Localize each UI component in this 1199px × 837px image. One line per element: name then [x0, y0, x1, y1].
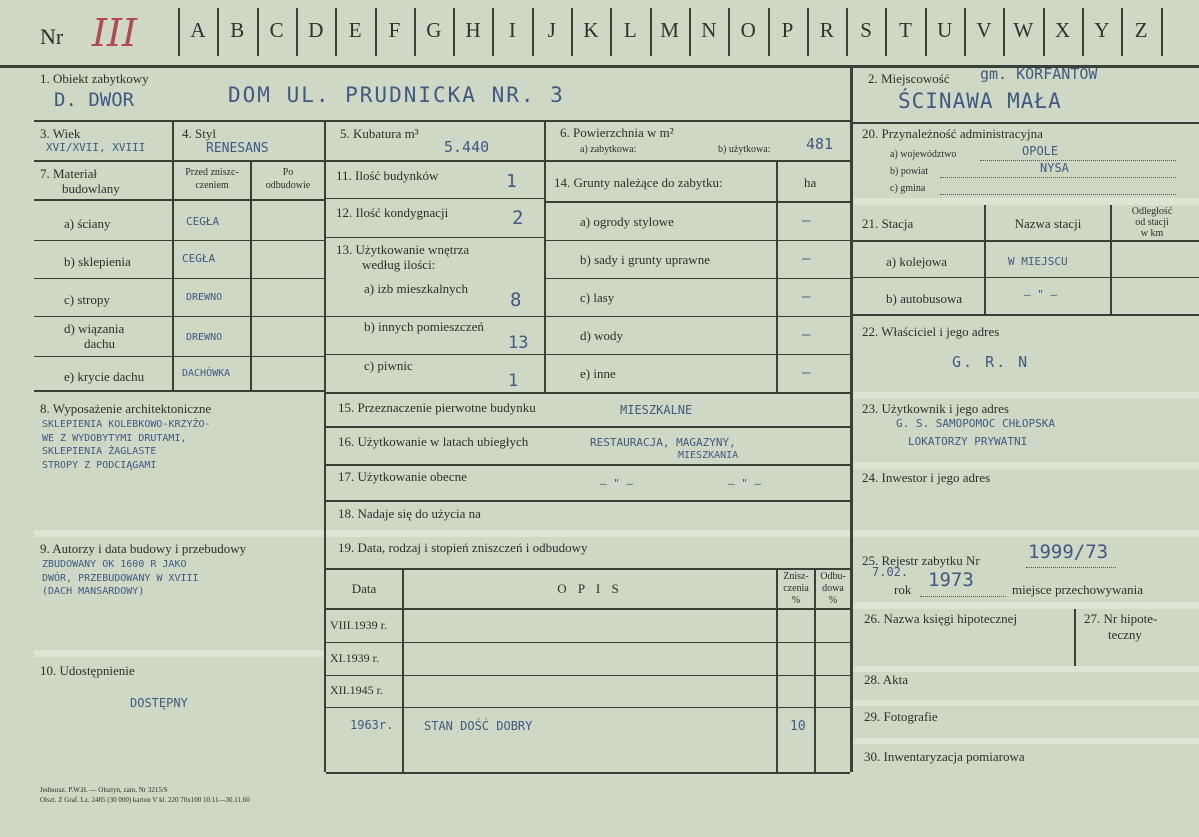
- index-separator: [217, 8, 219, 56]
- band-9-10: [34, 650, 324, 657]
- index-separator: [375, 8, 377, 56]
- damage-row-date: XII.1945 r.: [330, 683, 383, 697]
- field-25-rok-value: 1973: [928, 569, 974, 591]
- index-separator: [414, 8, 416, 56]
- field-16-value-1: RESTAURACJA, MAGAZYNY,: [590, 436, 736, 449]
- damage-row-date: 1963r.: [350, 718, 394, 732]
- index-letter-w: W: [1013, 18, 1034, 42]
- field-23-label: 23. Użytkownik i jego adres: [862, 401, 1009, 416]
- index-separator: [728, 8, 730, 56]
- index-letter-t: T: [898, 18, 912, 42]
- field-24-label: 24. Inwestor i jego adres: [862, 470, 991, 485]
- field-1-value-b: DOM UL. PRUDNICKA NR. 3: [228, 83, 565, 107]
- printer-imprint-2: Olszt. Z Graf. Lz. 2485 (30 000) karton V kl. 220 70x100 10.11—30.11.60: [40, 796, 250, 804]
- grounds-row-label: e) inne: [580, 366, 616, 381]
- field-21-col-dist-3: w km: [1140, 228, 1164, 239]
- index-letter-h: H: [465, 18, 481, 42]
- grounds-row-value: —: [802, 289, 811, 305]
- index-letter-a: A: [190, 18, 206, 42]
- field-13-label-1: 13. Użytkowanie wnętrza: [336, 242, 470, 257]
- field-8-line-4: STROPY Z PODCIĄGAMI: [42, 459, 157, 471]
- field-4-value: RENESANS: [206, 141, 269, 156]
- damage-row-rule: [326, 642, 850, 643]
- field-19-label: 19. Data, rodzaj i stopień zniszczeń i odbudowy: [338, 540, 588, 555]
- index-letter-b: B: [230, 18, 245, 42]
- table-19-head-dmg-2: czenia: [783, 583, 809, 594]
- field-5-value: 5.440: [444, 138, 490, 156]
- index-letter-j: J: [547, 18, 556, 42]
- field-2-label: 2. Miejscowość: [868, 71, 950, 86]
- field-2-value-b: ŚCINAWA MAŁA: [898, 89, 1062, 113]
- table-19-head-rule: [326, 608, 850, 610]
- field-22-label: 22. Właściciel i jego adres: [862, 324, 1000, 339]
- band-8-9: [34, 530, 324, 537]
- field-25-rok-label: rok: [894, 582, 912, 597]
- table-19-bottom-rule: [326, 772, 850, 774]
- index-separator: [610, 8, 612, 56]
- index-separator: [571, 8, 573, 56]
- table-19-head-dmg-3: %: [791, 595, 801, 606]
- band-28-29: [853, 700, 1199, 706]
- damage-row-rule: [326, 707, 850, 708]
- field-21-col-dist-1: Odległość: [1131, 206, 1173, 217]
- table-19-head-date: Data: [351, 581, 377, 596]
- index-letter-k: K: [583, 18, 599, 42]
- field-11-label: 11. Ilość budynków: [336, 168, 439, 183]
- row-16-rule: [326, 464, 850, 466]
- field-17-label: 17. Użytkowanie obecne: [338, 469, 467, 484]
- grounds-row-value: —: [802, 251, 811, 267]
- index-letter-i: I: [508, 18, 516, 42]
- index-letter-z: Z: [1134, 18, 1148, 42]
- table-19-head-desc: O P I S: [557, 581, 623, 596]
- band-20-21: [853, 198, 1199, 205]
- grounds-row-value: —: [802, 365, 811, 381]
- col-3-4-rule: [172, 122, 174, 162]
- field-8-line-3: SKLEPIENIA ŻAGLASTE: [42, 446, 157, 457]
- field-25-label: 25. Rejestr zabytku Nr: [862, 553, 980, 568]
- row-11-rule: [326, 198, 544, 199]
- field-21-b-value: — " —: [1024, 288, 1058, 301]
- row-17-rule: [326, 500, 850, 502]
- damage-row-date: XI.1939 r.: [330, 651, 379, 665]
- index-separator: [650, 8, 652, 56]
- col-14-rule: [776, 160, 778, 392]
- index-separator: [335, 8, 337, 56]
- index-separator: [768, 8, 770, 56]
- index-letter-y: Y: [1094, 18, 1110, 42]
- field-8-label: 8. Wyposażenie architektoniczne: [40, 401, 212, 416]
- field-25-rok-dots: [920, 596, 1006, 597]
- field-13-b-label: b) innych pomieszczeń: [364, 319, 484, 334]
- row-21-head-rule: [853, 240, 1199, 242]
- material-value-walls: CEGŁA: [186, 215, 220, 228]
- field-4-label: 4. Styl: [182, 126, 216, 141]
- index-separator: [453, 8, 455, 56]
- band-22-23: [853, 392, 1199, 399]
- row-1-rule: [34, 120, 850, 122]
- index-letter-e: E: [348, 18, 362, 42]
- field-10-label: 10. Udostępnienie: [40, 663, 135, 678]
- column-divider-2: [544, 122, 546, 392]
- field-8-line-1: SKLEPIENIA KOLEBKOWO-KRZYŻO-: [42, 419, 211, 430]
- row-7c-rule: [34, 316, 324, 317]
- material-label-walls: a) ściany: [64, 216, 111, 231]
- field-21-a-label: a) kolejowa: [886, 254, 948, 269]
- printer-imprint-1: Jednorаz. P.W.H. — Olsztyn, zam. Nr 3215/S: [40, 786, 168, 794]
- field-3-value: XVI/XVII, XVIII: [46, 141, 146, 154]
- grounds-row-label: b) sady i grunty uprawne: [580, 252, 710, 267]
- index-separator: [964, 8, 966, 56]
- material-value-vaults: CEGŁA: [182, 252, 216, 265]
- damage-row-description: STAN DOŚĆ DOBRY: [424, 719, 533, 733]
- nr-value: III: [92, 11, 138, 55]
- index-letter-v: V: [976, 18, 992, 42]
- index-letter-u: U: [937, 18, 953, 42]
- field-30-label: 30. Inwentaryzacja pomiarowa: [864, 749, 1025, 764]
- band-29-30: [853, 738, 1199, 744]
- index-letter-l: L: [623, 18, 637, 42]
- index-separator: [257, 8, 259, 56]
- index-letter-c: C: [269, 18, 284, 42]
- row-12-rule: [326, 237, 544, 238]
- field-21-col-dist-2: od stacji: [1135, 217, 1169, 228]
- field-20-a-label: a) województwo: [890, 149, 957, 160]
- material-label-trusses-1: d) wiązania: [64, 321, 125, 336]
- grounds-row-rule: [546, 316, 850, 317]
- grounds-row-value: —: [802, 327, 811, 343]
- field-10-value: DOSTĘPNY: [130, 696, 188, 710]
- index-separator: [885, 8, 887, 56]
- material-label-roofing: e) krycie dachu: [64, 369, 145, 384]
- field-25-place-label: miejsce przechowywania: [1012, 582, 1144, 597]
- material-label-ceilings: c) stropy: [64, 292, 110, 307]
- index-letter-n: N: [701, 18, 717, 42]
- damage-row-rule: [326, 675, 850, 676]
- field-17-value-1: — " —: [600, 477, 634, 490]
- field-14-label: 14. Grunty należące do zabytku:: [554, 175, 723, 190]
- material-value-ceilings: DREWNO: [186, 292, 223, 303]
- field-2-value-a: gm. KORFANTÓW: [980, 65, 1098, 83]
- field-9-label: 9. Autorzy i data budowy i przebudowy: [40, 541, 247, 556]
- field-21-b-label: b) autobusowa: [886, 291, 963, 306]
- table-19-head-dmg-1: Znisz-: [783, 571, 809, 582]
- index-separator: [846, 8, 848, 56]
- row-13b-rule: [326, 354, 544, 355]
- field-29-label: 29. Fotografie: [864, 709, 938, 724]
- field-6-value: 481: [806, 135, 834, 153]
- field-15-label: 15. Przeznaczenie pierwotne budynku: [338, 400, 536, 415]
- field-20-b-label: b) powiat: [890, 166, 929, 177]
- index-separator: [492, 8, 494, 56]
- table-19-col-date-rule: [402, 568, 404, 772]
- field-23-value-1: G. S. SAMOPOMOC CHŁOPSKA: [896, 417, 1055, 430]
- field-13-a-value: 8: [510, 289, 522, 311]
- field-20-c-dots: [940, 194, 1176, 195]
- index-letter-o: O: [740, 18, 756, 42]
- field-7-col-before-1: Przed zniszc-: [185, 167, 239, 178]
- field-25-day-value: 7.02.: [872, 565, 909, 579]
- field-13-c-value: 1: [508, 371, 519, 391]
- index-separator: [1121, 8, 1123, 56]
- table-19-top-rule: [326, 568, 850, 570]
- row-7-header-rule: [34, 199, 324, 201]
- field-7-label-1: 7. Materiał: [40, 166, 98, 181]
- field-9-line-2: DWÓR, PRZEBUDOWANY W XVIII: [42, 572, 199, 584]
- field-6-label: 6. Powierzchnia w m²: [560, 125, 674, 140]
- material-label-vaults: b) sklepienia: [64, 254, 131, 269]
- field-6-sub-a: a) zabytkowa:: [580, 144, 637, 155]
- field-9-value: [42, 558, 324, 599]
- field-27-label-1: 27. Nr hipote-: [1084, 611, 1158, 626]
- field-27-label-2: teczny: [1108, 627, 1142, 642]
- band-24-25: [853, 530, 1199, 537]
- index-letter-g: G: [426, 18, 442, 42]
- grounds-row-rule: [546, 354, 850, 355]
- field-21-label: 21. Stacja: [862, 216, 914, 231]
- index-separator: [689, 8, 691, 56]
- index-separator: [532, 8, 534, 56]
- field-8-value: [42, 418, 324, 472]
- field-11-value: 1: [506, 171, 517, 192]
- damage-row-date: VIII.1939 r.: [330, 618, 387, 632]
- row-13a-rule: [326, 316, 544, 317]
- index-separator: [1043, 8, 1045, 56]
- index-letter-r: R: [819, 18, 834, 42]
- row-7d-rule: [34, 356, 324, 357]
- index-separator: [925, 8, 927, 56]
- field-17-value-2: — " —: [728, 477, 762, 490]
- field-20-label: 20. Przynależność administracyjna: [862, 126, 1043, 141]
- damage-row-percent: 10: [790, 719, 806, 734]
- field-14-unit: ha: [804, 175, 817, 190]
- index-letter-f: F: [388, 18, 401, 42]
- field-13-label-2: według ilości:: [362, 257, 436, 272]
- field-13-b-value: 13: [508, 333, 529, 353]
- row-3-rule: [34, 160, 850, 162]
- index-letter-x: X: [1055, 18, 1071, 42]
- field-28-label: 28. Akta: [864, 672, 909, 687]
- field-9-line-3: (DACH MANSARDOWY): [42, 586, 145, 597]
- field-5-label: 5. Kubatura m³: [340, 126, 419, 141]
- field-25-nr-value: 1999/73: [1028, 541, 1109, 563]
- field-1-value-a: D. DWOR: [54, 89, 135, 111]
- row-7a-rule: [34, 240, 324, 241]
- band-25-26: [853, 602, 1199, 609]
- grounds-row-rule: [546, 278, 850, 279]
- field-1-label: 1. Obiekt zabytkowy: [40, 71, 149, 86]
- row-14-header-rule: [546, 201, 850, 203]
- index-separator: [1003, 8, 1005, 56]
- grounds-row-label: a) ogrody stylowe: [580, 214, 674, 229]
- index-letter-p: P: [781, 18, 794, 42]
- field-9-line-1: ZBUDOWANY OK 1600 R JAKO: [42, 559, 187, 570]
- field-18-label: 18. Nadaje się do użycia na: [338, 506, 481, 521]
- row-7b-rule: [34, 278, 324, 279]
- index-separator: [178, 8, 180, 56]
- field-13-a-label: a) izb mieszkalnych: [364, 281, 468, 296]
- index-letter-d: D: [308, 18, 324, 42]
- field-7-label-2: budowlany: [62, 181, 120, 196]
- field-15-value: MIESZKALNE: [620, 403, 693, 417]
- table-19-head-reb-2: dowa: [822, 583, 844, 594]
- index-separator: [807, 8, 809, 56]
- nr-label: Nr: [40, 24, 64, 49]
- table-19-head-reb-3: %: [828, 595, 838, 606]
- row-2-rule: [853, 122, 1199, 124]
- field-7-col-after-1: Po: [282, 167, 294, 178]
- field-20-b-dots: [940, 177, 1176, 178]
- grounds-row-label: d) wody: [580, 328, 623, 343]
- row-15-rule: [326, 426, 850, 428]
- field-22-value: G. R. N: [952, 353, 1030, 371]
- row-13-bottom-rule: [326, 392, 850, 394]
- field-7-col-before-2: czeniem: [195, 180, 229, 191]
- row-7-bottom-rule: [34, 390, 324, 392]
- field-7-col-after-2: odbudowie: [265, 180, 311, 191]
- material-label-trusses-2: dachu: [84, 336, 116, 351]
- index-separator: [1161, 8, 1163, 56]
- material-value-roofing: DACHÓWKA: [182, 368, 231, 379]
- field-20-b-value: NYSA: [1040, 161, 1069, 175]
- table-19-head-reb-1: Odbu-: [820, 571, 846, 582]
- field-12-value: 2: [512, 207, 524, 229]
- field-6-sub-b: b) użytkowa:: [718, 144, 771, 155]
- row-21a-rule: [853, 277, 1199, 278]
- grounds-row-value: —: [802, 213, 811, 229]
- field-21-col-name: Nazwa stacji: [1014, 216, 1082, 231]
- col-26-27-rule: [1074, 609, 1076, 666]
- grounds-row-rule: [546, 240, 850, 241]
- field-20-c-label: c) gmina: [890, 183, 926, 194]
- row-21-bottom-rule: [853, 314, 1199, 316]
- field-12-label: 12. Ilość kondygnacji: [336, 205, 449, 220]
- index-letter-m: M: [660, 18, 679, 42]
- field-16-label: 16. Użytkowanie w latach ubiegłych: [338, 434, 529, 449]
- field-21-a-value: W MIEJSCU: [1008, 255, 1068, 268]
- field-26-label: 26. Nazwa księgi hipotecznej: [864, 611, 1018, 626]
- field-3-label: 3. Wiek: [40, 126, 81, 141]
- index-separator: [296, 8, 298, 56]
- field-20-a-dots: [980, 160, 1176, 161]
- band-23-24: [853, 462, 1199, 469]
- band-18-19: [326, 530, 850, 537]
- index-separator: [1082, 8, 1084, 56]
- index-letter-s: S: [860, 18, 872, 42]
- grounds-row-label: c) lasy: [580, 290, 615, 305]
- field-20-a-value: OPOLE: [1022, 144, 1059, 158]
- field-16-value-2: MIESZKANIA: [678, 450, 739, 461]
- field-23-value-2: LOKATORZY PRYWATNI: [908, 435, 1028, 448]
- field-13-c-label: c) piwnic: [364, 358, 413, 373]
- material-value-trusses: DREWNO: [186, 332, 223, 343]
- field-8-line-2: WE Z WYDOBYTYMI DRUTAMI,: [42, 432, 187, 444]
- field-25-nr-dots: [1026, 567, 1116, 568]
